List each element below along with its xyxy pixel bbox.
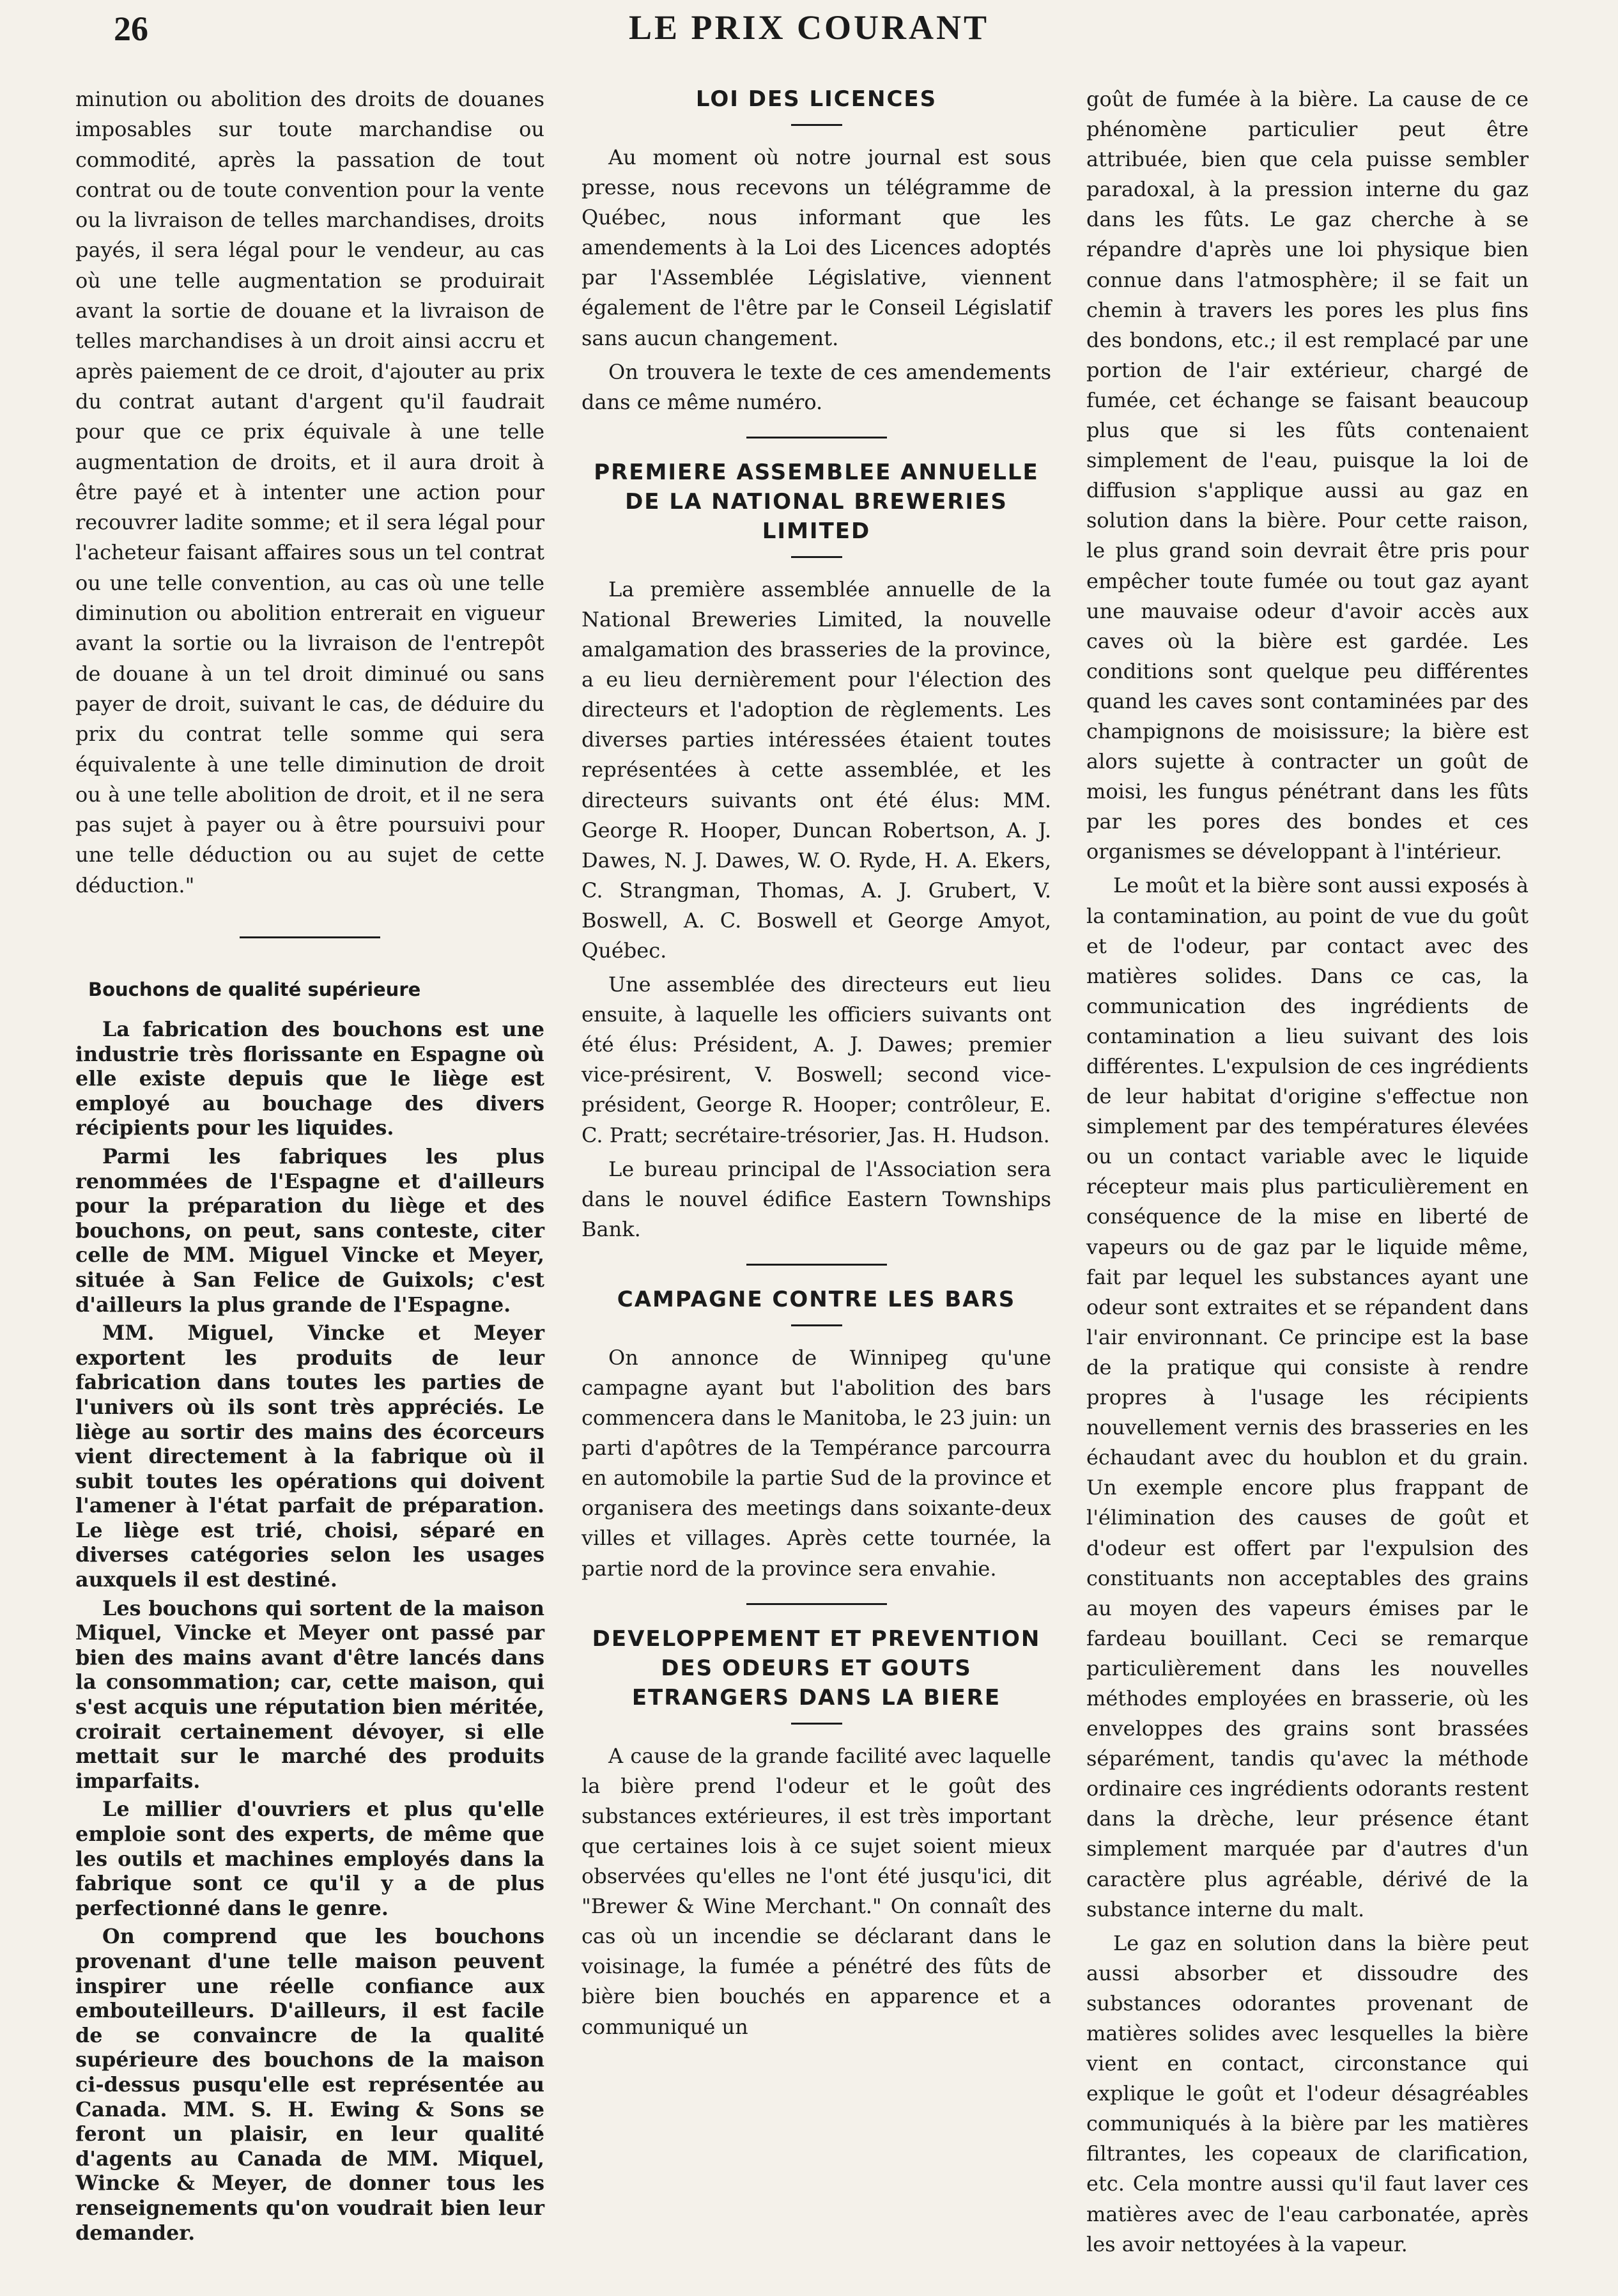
paragraph: Le millier d'ouvriers et plus qu'elle emploie sont des experts, de même que les outils et machines employés dans la fabrique sont ce qu'il y a de plus perfectionné dans le genre. <box>75 1797 544 1920</box>
paragraph: On trouvera le texte de ces amendements dans ce même numéro. <box>582 359 1051 414</box>
paragraph: Le bureau principal de l'Association sera dans le nouvel édifice Eastern Townships Bank. <box>582 1156 1051 1241</box>
page-number: 26 <box>114 10 148 48</box>
article-title-bouchons: Bouchons de qualité supérieure <box>88 979 421 1001</box>
article-title-campagne: CAMPAGNE CONTRE LES BARS <box>617 1286 1016 1312</box>
title-rule <box>791 556 842 558</box>
paragraph: Parmi les fabriques les plus renommées de l'Espagne et d'ailleurs pour la préparation du liège et des bouchons, on peut, sans conteste, citer celle de MM. Miguel Vincke et Meyer, située à San Felice de Guixols; c'est d'ailleurs la plus grande de l'Espagne. <box>75 1144 544 1317</box>
section-divider <box>746 437 887 438</box>
article-title-licences: LOI DES LICENCES <box>695 86 937 112</box>
page-header <box>0 0 1618 77</box>
section-divider <box>240 936 380 938</box>
paragraph: La fabrication des bouchons est une industrie très florissante en Espagne où elle existe depuis que le liège est employé au bouchage des divers récipients pour les liquides. <box>75 1018 544 1140</box>
paragraph: La première assemblée annuelle de la National Breweries Limited, la nouvelle amalgamation des brasseries de la province, a eu lieu dernièrement pour l'élection des directeurs et l'adoption de règlements. Les diverses parties intéressées étaient toutes représentées à cette assemblée, et les directeurs suivants ont été élus: MM. George R. Hooper, Duncan Robertson, A. J. Dawes, N. J. Dawes, W. O. Ryde, H. A. Ekers, C. Strangman, Thomas, A. J. Grubert, V. Boswell, A. C. Boswell et George Amyot, Québec. <box>582 577 1051 963</box>
paragraph: Le moût et la bière sont aussi exposés à la contamination, au point de vue du goût et de l'odeur, par contact avec des matières solides. Dans ce cas, la communication des ingrédients de contamination a lieu suivant des lois différentes. L'expulsion de ces ingrédients de leur habitat d'origine s'effectue non simplement par des températures élevées ou un contact variable avec le liquide récepteur mais plus particulièrement en conséquence de la mise en liberté de vapeurs ou de gaz par le liquide même, fait par lequel les substances ayant une odeur sont extraites et se répandent dans l'air environnant. Ce principe est la base de la pratique qui consiste à rendre propres à l'usage les récipients nouvellement vernis des brasseries en les échaudant avec du houblon et du grain. Un exemple encore plus frappant de l'élimination des causes de goût et d'odeur est offert par l'expulsion des constituants non acceptables des grains au moyen des vapeurs émises par le fardeau bouillant. Ceci se remarque particulièrement dans les nouvelles méthodes employées en brasserie, où les enveloppes des grains sont brassées séparément, tandis qu'avec la méthode ordinaire ces ingrédients odorants restent dans la drèche, leur présence étant simplement marquée par d'autres d'un caractère plus agréable, dérivé de la substance interne du malt. <box>1086 873 1529 1921</box>
paragraph: On annonce de Winnipeg qu'une campagne ayant but l'abolition des bars commencera dans le Manitoba, le 23 juin: un parti d'apôtres de la Tempérance parcourra en automobile la partie Sud de la province et organisera des meetings dans soixante-deux villes et villages. Après cette tournée, la partie nord de la province sera envahie. <box>582 1345 1051 1581</box>
paragraph: MM. Miguel, Vincke et Meyer exportent les produits de leur fabrication dans toutes les parties de l'univers où ils sont très appréciés. Le liège au sortir des mains des écorceurs vient directement à la fabrique où il subit toutes les opérations qui doivent l'amener à l'état parfait de préparation. Le liège est trié, choisi, séparé en diverses catégories selon les usages auxquels il est destiné. <box>75 1321 544 1592</box>
continued-article-text: minution ou abolition des droits de douanes imposables sur toute marchandise ou commodité, après la passation de tout contrat ou de toute convention pour la vente ou la livraison de telles marchandises, droits payés, il sera légal pour le vendeur, au cas où une telle augmentation se produirait avant la sortie de douane et la livraison de telles marchandises à un droit ainsi accru et après paiement de ce droit, d'ajouter au prix du contrat autant d'argent qu'il faudrait pour que ce prix équivale à une telle augmentation de droits, et il aura droit à être payé et à intenter une action pour recouvrer ladite somme; et il sera légal pour l'acheteur faisant affaires sous un tel contrat ou une telle convention, au cas où une telle diminution ou abolition entrerait en vigueur avant la sortie ou la livraison de l'entrepôt de douane à un tel droit diminué ou sans payer de droit, suivant le cas, de déduire du prix du contrat telle somme qui sera équivalente à une telle diminution de droit ou à une telle abolition de droit, et il ne sera pas sujet à payer ou à être poursuivi pour une telle déduction ou au sujet de cette déduction." <box>75 87 544 897</box>
paragraph: A cause de la grande facilité avec laquelle la bière prend l'odeur et le goût des substances extérieures, il est très important que certaines lois à ce sujet soient mieux observées qu'elles ne l'ont été jusqu'ici, dit "Brewer & Wine Merchant." On connaît des cas où un incendie se déclarant dans le voisinage, la fumée a pénétré des fûts de bière bien bouchés en apparence et a communiqué un <box>582 1743 1051 2039</box>
title-rule <box>791 1324 842 1326</box>
title-rule <box>791 124 842 126</box>
paragraph: Une assemblée des directeurs eut lieu ensuite, à laquelle les officiers suivants ont été élus: Président, A. J. Dawes; premier vice-présirent, V. Boswell; second vice-président, George R. Hooper; contrôleur, E. C. Pratt; secrétaire-trésorier, Jas. H. Hudson. <box>582 972 1051 1147</box>
paragraph: Le gaz en solution dans la bière peut aussi absorber et dissoudre des substances odorantes provenant de matières solides avec lesquelles la bière vient en contact, circonstance qui explique le goût et l'odeur désagréables communiqués à la bière par les matières filtrantes, les copeaux de clarification, etc. Cela montre aussi qu'il faut laver ces matières avec de l'eau carbonatée, après les avoir nettoyées à la vapeur. <box>1086 1930 1529 2256</box>
article-title-assemblee: PREMIERE ASSEMBLEE ANNUELLE DE LA NATIONAL BREWERIES LIMITED <box>594 459 1039 544</box>
column-left <box>75 84 544 2246</box>
title-rule <box>791 1723 842 1725</box>
paragraph: Au moment où notre journal est sous presse, nous recevons un télégramme de Québec, nous informant que les amendements à la Loi des Licences adoptés par l'Assemblée Législative, viennent également de l'être par le Conseil Législatif sans aucun changement. <box>582 145 1051 350</box>
article-bouchons-body <box>75 1018 544 2246</box>
column-middle <box>582 84 1051 2042</box>
section-divider <box>746 1603 887 1605</box>
paragraph: On comprend que les bouchons provenant d'une telle maison peuvent inspirer une réelle confiance aux embouteilleurs. D'ailleurs, il est facile de se convaincre de la qualité supérieure des bouchons de la maison ci-dessus pusqu'elle est représentée au Canada. MM. S. H. Ewing & Sons se feront un plaisir, en leur qualité d'agents au Canada de MM. Miquel, Wincke & Meyer, de donner tous les renseignements qu'on voudrait bien leur demander. <box>75 1925 544 2245</box>
section-divider <box>746 1264 887 1266</box>
paragraph: Les bouchons qui sortent de la maison Miquel, Vincke et Meyer ont passé par bien des mains avant d'être lancés dans la consommation; car, cette maison, qui s'est acquis une réputation bien méritée, croirait certainement dévoyer, si elle mettait sur le marché des produits imparfaits. <box>75 1596 544 1793</box>
journal-title: LE PRIX COURANT <box>628 8 990 47</box>
column-right <box>1086 84 1529 2260</box>
paragraph: goût de fumée à la bière. La cause de ce phénomène particulier peut être attribuée, bien que cela puisse sembler paradoxal, à la pression interne du gaz dans les fûts. Le gaz cherche à se répandre d'après une loi physique bien connue dans l'atmosphère; il se fait un chemin à travers les pores les plus fins des bondons, etc.; il est remplacé par une portion de l'air extérieur, chargé de fumée, cet échange se faisant beaucoup plus que si les fûts contenaient simplement de l'eau, puisque la loi de diffusion s'applique aussi au gaz en solution dans la bière. Pour cette raison, le plus grand soin devrait être pris pour empêcher toute fumée ou tout gaz ayant une mauvaise odeur d'avoir accès aux caves où la bière est gardée. Les conditions sont quelque peu différentes quand les caves sont contaminées par des champignons de moisissure; la bière est alors sujette à contracter un goût de moisi, les fungus pénétrant dans les fûts par les pores des bondes et ces organismes se développant à l'intérieur. <box>1086 87 1529 864</box>
article-title-developpement: DEVELOPPEMENT ET PREVENTION DES ODEURS ET GOUTS ETRANGERS DANS LA BIERE <box>592 1625 1041 1710</box>
